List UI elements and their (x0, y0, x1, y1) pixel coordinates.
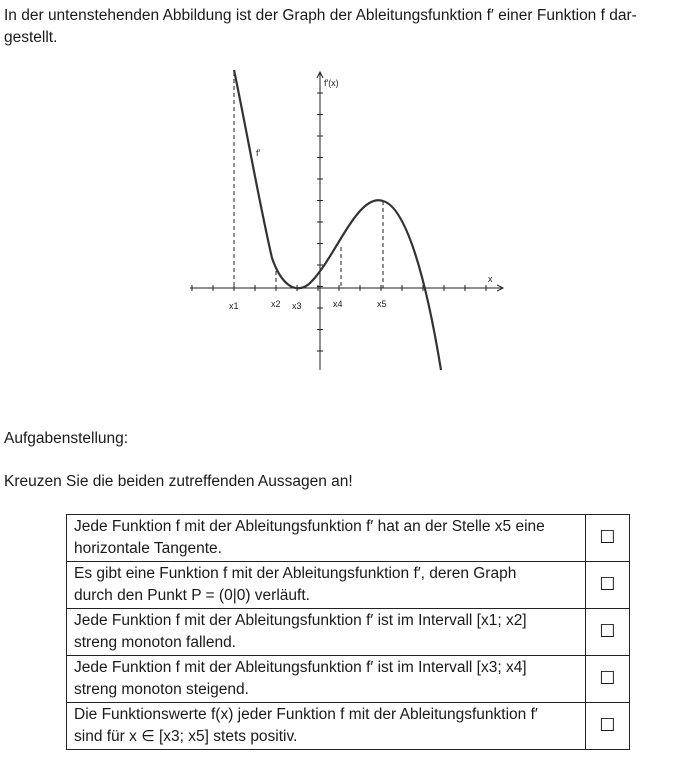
option-checkbox[interactable]: ☐ (586, 656, 630, 703)
y-axis-label: f′(x) (324, 78, 339, 88)
intro-text: In der untenstehenden Abbildung ist der Graph der Ableitungsfunktion f′ einer Funktion f dar- gestellt. (4, 7, 637, 46)
option-checkbox[interactable]: ☐ (586, 609, 630, 656)
task-instruction: Kreuzen Sie die beiden zutreffenden Aussagen an! (4, 473, 353, 490)
answer-options-table (66, 514, 630, 750)
x-marker-label: x2 (271, 299, 281, 309)
option-checkbox[interactable]: ☐ (586, 515, 630, 562)
x-marker-label: x5 (377, 299, 387, 309)
task-heading: Aufgabenstellung: (4, 430, 129, 447)
option-text: Jede Funktion f mit der Ableitungsfunktion f′ ist im Intervall [x3; x4] streng monoton steigend. (67, 656, 586, 703)
option-row (67, 656, 630, 703)
option-checkbox[interactable]: ☐ (586, 703, 630, 750)
option-row (67, 609, 630, 656)
x-marker-label: x3 (292, 301, 302, 311)
derivative-curve (234, 70, 441, 370)
option-text: Es gibt eine Funktion f mit der Ableitungsfunktion f′, deren Graph durch den Punkt P = (0|0) verläuft. (67, 562, 586, 609)
option-row (67, 703, 630, 750)
x-axis-label: x (488, 274, 493, 284)
option-row (67, 515, 630, 562)
x-marker-label: x4 (333, 299, 343, 309)
option-row (67, 562, 630, 609)
option-text: Jede Funktion f mit der Ableitungsfunktion f′ hat an der Stelle x5 eine horizontale Tangente. (67, 515, 586, 562)
option-text: Jede Funktion f mit der Ableitungsfunktion f′ ist im Intervall [x1; x2] streng monoton fallend. (67, 609, 586, 656)
x-marker-label: x1 (229, 301, 239, 311)
option-checkbox[interactable]: ☐ (586, 562, 630, 609)
derivative-graph (185, 62, 510, 377)
curve-label: f′ (256, 148, 261, 158)
option-text: Die Funktionswerte f(x) jeder Funktion f mit der Ableitungsfunktion f′ sind für x ∈ [x3; x5] stets positiv. (67, 703, 586, 750)
